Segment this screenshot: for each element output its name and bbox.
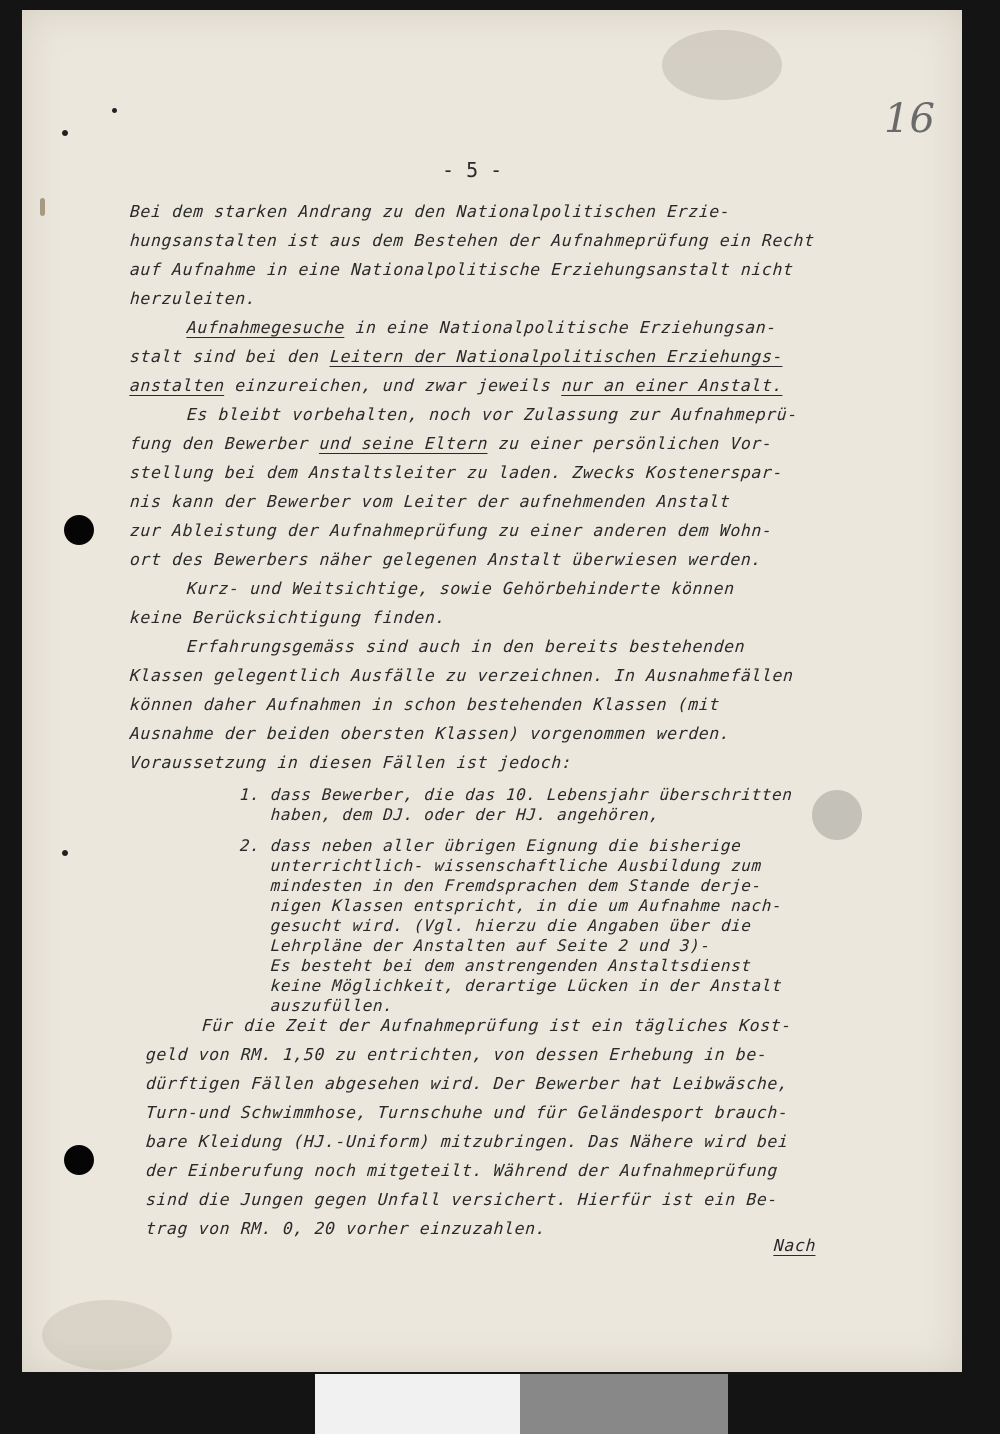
catchword [773, 1236, 817, 1256]
underlined-phrase: anstalten [129, 376, 226, 395]
text-line: sind die Jungen gegen Unfall versichert. Hierfür ist ein Be- [145, 1190, 779, 1209]
text-line: bare Kleidung (HJ.-Uniform) mitzubringen. Das Nähere wird bei [145, 1132, 790, 1151]
list-item-line: haben, dem DJ. oder der HJ. angehören, [239, 805, 661, 824]
paper-stain [662, 30, 782, 100]
text-line: Ausnahme der beiden obersten Klassen) vorgenommen werden. [129, 724, 732, 743]
text-line: Bei dem starken Andrang zu den Nationalpolitischen Erzie- [129, 202, 732, 221]
text-line: fung den Bewerber und seine Eltern zu einer persönlichen Vor- [129, 434, 774, 453]
text-line: der Einberufung noch mitgeteilt. Während der Aufnahmeprüfung [145, 1161, 779, 1180]
text-line: nis kann der Bewerber vom Leiter der aufnehmenden Anstalt [129, 492, 732, 511]
text-line: hungsanstalten ist aus dem Bestehen der Aufnahmeprüfung ein Recht [129, 231, 816, 250]
text-line: geld von RM. 1,50 zu entrichten, von dessen Erhebung in be- [145, 1045, 769, 1064]
list-item-line: 2. dass neben aller übrigen Eignung die bisherige [239, 836, 743, 855]
text-line: anstalten einzureichen, und zwar jeweils nur an einer Anstalt. [129, 376, 784, 395]
text-line: Klassen gelegentlich Ausfälle zu verzeichnen. In Ausnahmefällen [129, 666, 795, 685]
list-item-line: unterrichtlich- wissenschaftliche Ausbildung zum [239, 856, 763, 875]
underlined-phrase: Leitern der Nationalpolitischen Erziehungs- [329, 347, 784, 366]
underlined-phrase: Nach [773, 1236, 817, 1255]
list-item-line: gesucht wird. (Vgl. hierzu die Angaben über die [239, 916, 753, 935]
text-line: stellung bei dem Anstaltsleiter zu laden. Zwecks Kostenerspar- [129, 463, 784, 482]
paper-stain [42, 1300, 172, 1370]
text-line: ort des Bewerbers näher gelegenen Anstalt überwiesen werden. [129, 550, 763, 569]
underlined-phrase: und seine Eltern [318, 434, 489, 453]
list-item-line: Lehrpläne der Anstalten auf Seite 2 und 3)- [239, 936, 712, 955]
text-line: Voraussetzung in diesen Fällen ist jedoch: [129, 753, 574, 772]
list-item-line: keine Möglichkeit, derartige Lücken in der Anstalt [239, 976, 784, 995]
text-line: trag von RM. 0, 20 vorher einzuzahlen. [145, 1219, 547, 1238]
text-line: keine Berücksichtigung finden. [129, 608, 447, 627]
list-item-line: nigen Klassen entspricht, in die um Aufnahme nach- [239, 896, 784, 915]
punch-mark [62, 850, 68, 856]
text-line: auf Aufnahme in eine Nationalpolitische Erziehungsanstalt nicht [129, 260, 795, 279]
text-line: Es bleibt vorbehalten, noch vor Zulassung zur Aufnahmeprü- [186, 405, 799, 424]
punch-mark [62, 130, 68, 136]
handwritten-folio-number: 16 [884, 96, 935, 142]
punch-hole [64, 1145, 94, 1175]
paper-stain [812, 790, 862, 840]
text-line: können daher Aufnahmen in schon bestehenden Klassen (mit [129, 695, 721, 714]
underlined-phrase: nur an einer Anstalt. [561, 376, 784, 395]
text-line: stalt sind bei den Leitern der Nationalpolitischen Erziehungs- [129, 347, 784, 366]
scan-calibration-grey [520, 1374, 728, 1434]
list-item-line: mindesten in den Fremdsprachen dem Stande derje- [239, 876, 763, 895]
text-line: Erfahrungsgemäss sind auch in den bereits bestehenden [186, 637, 746, 656]
text-line: Kurz- und Weitsichtige, sowie Gehörbehinderte können [186, 579, 736, 598]
text-line: herzuleiten. [129, 289, 258, 308]
underlined-phrase: Aufnahmegesuche [186, 318, 346, 337]
punch-mark [112, 108, 117, 113]
list-item-line: Es besteht bei dem anstrengenden Anstaltsdienst [239, 956, 753, 975]
rust-mark [40, 198, 45, 216]
page-number: - 5 - [442, 158, 503, 182]
punch-hole [64, 515, 94, 545]
list-item-line: 1. dass Bewerber, die das 10. Lebensjahr überschritten [239, 785, 794, 804]
document-page [22, 10, 962, 1372]
text-line: zur Ableistung der Aufnahmeprüfung zu einer anderen dem Wohn- [129, 521, 774, 540]
list-item-line: auszufüllen. [239, 996, 395, 1015]
text-line: Turn-und Schwimmhose, Turnschuhe und für Geländesport brauch- [145, 1103, 790, 1122]
scan-calibration-white [315, 1374, 520, 1434]
text-line: dürftigen Fällen abgesehen wird. Der Bewerber hat Leibwäsche, [145, 1074, 790, 1093]
text-line: Aufnahmegesuche in eine Nationalpolitische Erziehungsan- [186, 318, 778, 337]
text-line: Für die Zeit der Aufnahmeprüfung ist ein tägliches Kost- [201, 1016, 793, 1035]
